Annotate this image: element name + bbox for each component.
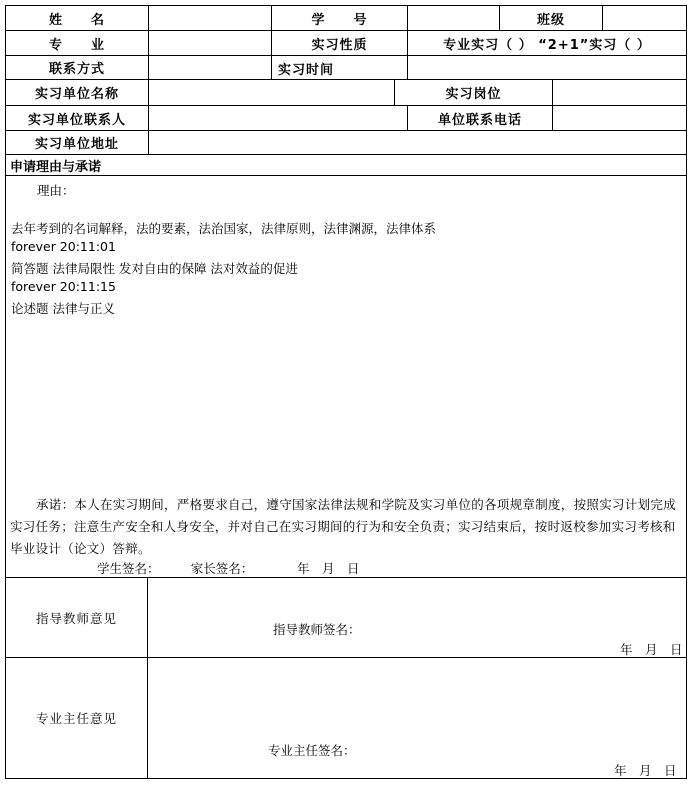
teacher-date: 年 月 日: [620, 642, 683, 657]
teacher-sign: 指导教师签名：: [273, 622, 361, 637]
section-title: 申请理由与承诺: [5, 154, 687, 176]
nature-options[interactable]: 专业实习（ ） “2+1”实习（ ）: [407, 30, 687, 56]
teacher-opinion-field[interactable]: [147, 577, 687, 658]
director-date: 年 月 日: [614, 763, 677, 778]
unit-address-label: 实习单位地址: [5, 130, 149, 155]
unit-name-label: 实习单位名称: [5, 79, 149, 106]
position-label: 实习岗位: [394, 79, 553, 106]
class-field[interactable]: [602, 5, 687, 31]
teacher-opinion-label: 指导教师意见: [5, 577, 148, 658]
director-sign: 专业主任签名：: [268, 743, 356, 758]
unit-contact-field[interactable]: [148, 105, 408, 131]
unit-phone-label: 单位联系电话: [407, 105, 553, 131]
class-label: 班级: [499, 5, 603, 31]
unit-contact-label: 实习单位联系人: [5, 105, 149, 131]
position-field[interactable]: [552, 79, 687, 106]
major-field[interactable]: [148, 30, 272, 56]
unit-name-field[interactable]: [148, 79, 395, 106]
director-opinion-field[interactable]: [147, 657, 687, 779]
signature-line: 学生签名： 家长签名： 年 月 日: [97, 561, 360, 576]
pledge-text: 承诺：本人在实习期间，严格要求自己，遵守国家法律法规和学院及实习单位的各项规章制度，按照实习计划完成实习任务；注意生产安全和人身安全，并对自己在实习期间的行为和安全负责；实习结束后，按时返校参加实习考核和毕业设计（论文）答辩。: [10, 497, 677, 556]
student-id-field[interactable]: [407, 5, 500, 31]
director-opinion-label: 专业主任意见: [5, 657, 148, 779]
contact-field[interactable]: [148, 55, 272, 80]
student-id-label: 学 号: [271, 5, 408, 31]
period-label: 实习时间: [271, 55, 408, 80]
reason-line: 论述题 法律与正义: [11, 301, 115, 316]
reason-line: 简答题 法律局限性 发对自由的保障 法对效益的促进: [11, 261, 298, 276]
major-label: 专 业: [5, 30, 149, 56]
unit-address-field[interactable]: [148, 130, 687, 155]
name-field[interactable]: [148, 5, 272, 31]
reason-line: forever 20:11:15: [11, 279, 116, 294]
unit-phone-field[interactable]: [552, 105, 687, 131]
nature-label: 实习性质: [271, 30, 408, 56]
reason-line: forever 20:11:01: [11, 239, 116, 254]
reason-label: 理由：: [37, 183, 75, 198]
reason-line: 去年考到的名词解释，法的要素，法治国家，法律原则，法律渊源，法律体系: [11, 221, 437, 236]
contact-label: 联系方式: [5, 55, 149, 80]
name-label: 姓 名: [5, 5, 149, 31]
period-field[interactable]: [407, 55, 687, 80]
